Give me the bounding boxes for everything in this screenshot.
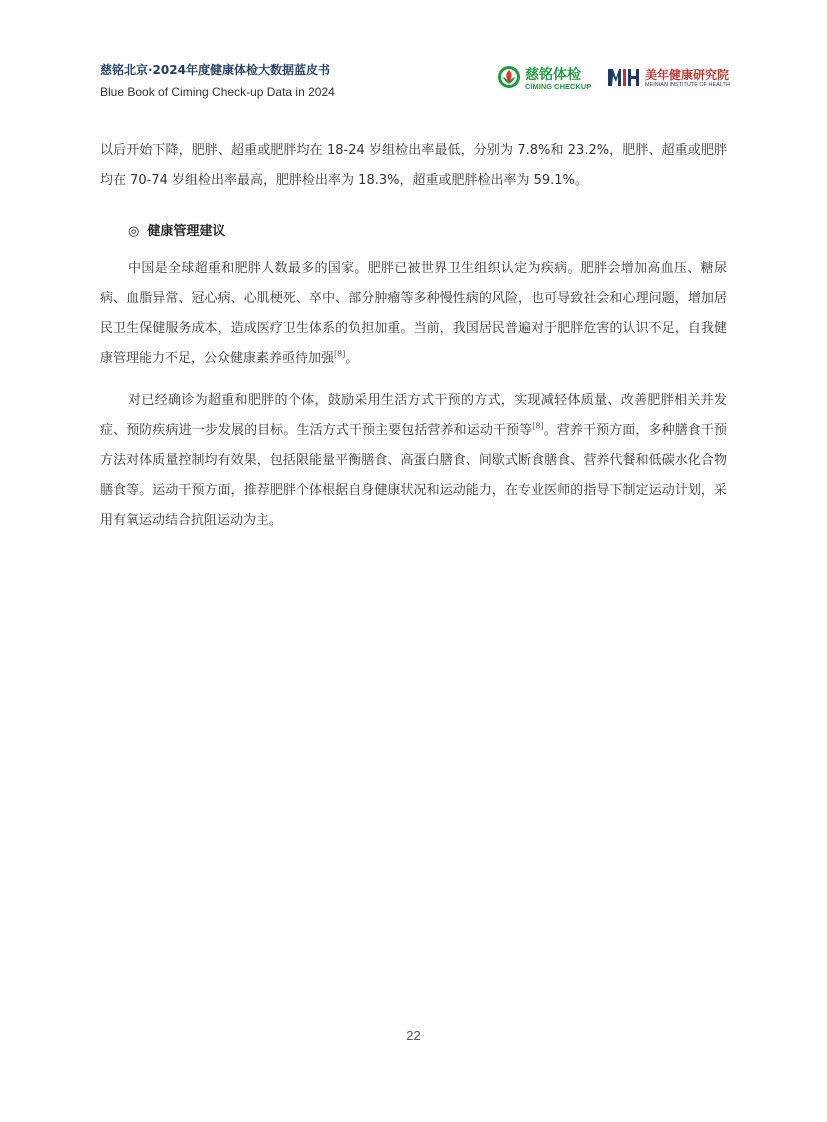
paragraph-text-a: 对已经确诊为超重和肥胖的个体，鼓励采用生活方式干预的方式，实现减轻体质量、改善肥胖相关并发症、预防疾病进一步发展的目标。生活方式干预主要包括营养和运动干预等 xyxy=(100,393,727,438)
page-content xyxy=(100,136,727,536)
paragraph-lifestyle-intervention xyxy=(100,386,727,536)
paragraph-obesity-stats: 以后开始下降，肥胖、超重或肥胖均在 18-24 岁组检出率最低，分别为 7.8%和 23.2%，肥胖、超重或肥胖均在 70-74 岁组检出率最高，肥胖检出率为 18.3%，超重或肥胖检出率为 59.1%。 xyxy=(100,143,727,188)
mih-mark-icon xyxy=(607,66,641,88)
ciming-logo-cn: 慈铭体检 xyxy=(525,67,581,83)
header-title-en: Blue Book of Ciming Check-up Data in 2024 xyxy=(100,85,335,99)
header-title-cn: 慈铭北京·2024年度健康体检大数据蓝皮书 xyxy=(100,63,330,77)
ciming-logo xyxy=(497,63,597,95)
paragraph-text: 中国是全球超重和肥胖人数最多的国家。肥胖已被世界卫生组织认定为疾病。肥胖会增加高血压、糖尿病、血脂异常、冠心病、心肌梗死、卒中、部分肿瘤等多种慢性病的风险，也可导致社会和心理问题，增加居民卫生保健服务成本，造成医疗卫生体系的负担加重。当前，我国居民普遍对于肥胖危害的认识不足，自我健康管理能力不足，公众健康素养亟待加强 xyxy=(100,261,727,366)
meinian-logo-en: MEINIAN INSTITUTE OF HEALTH xyxy=(645,82,730,88)
section-bullet-icon: ◎ xyxy=(128,224,140,239)
section-heading xyxy=(128,218,727,246)
citation-ref: [8] xyxy=(334,349,346,359)
paragraph-text-b: 。营养干预方面，多种膳食干预方法对体质量控制均有效果，包括限能量平衡膳食、高蛋白膳食、间歇式断食膳食、营养代餐和低碳水化合物膳食等。运动干预方面，推荐肥胖个体根据自身健康状况和运动能力，在专业医师的指导下制定运动计划，采用有氧运动结合抗阻运动为主。 xyxy=(100,423,727,528)
paragraph-end: 。 xyxy=(345,351,359,366)
ciming-logo-en: CIMING CHECKUP xyxy=(525,82,592,91)
meinian-logo xyxy=(607,66,730,94)
paragraph-obesity-background xyxy=(100,254,727,374)
section-title: 健康管理建议 xyxy=(147,224,226,239)
citation-ref: [8] xyxy=(532,421,544,431)
meinian-logo-cn: 美年健康研究院 xyxy=(645,68,730,82)
page-number: 22 xyxy=(406,1028,421,1043)
ciming-emblem-icon xyxy=(497,65,521,89)
